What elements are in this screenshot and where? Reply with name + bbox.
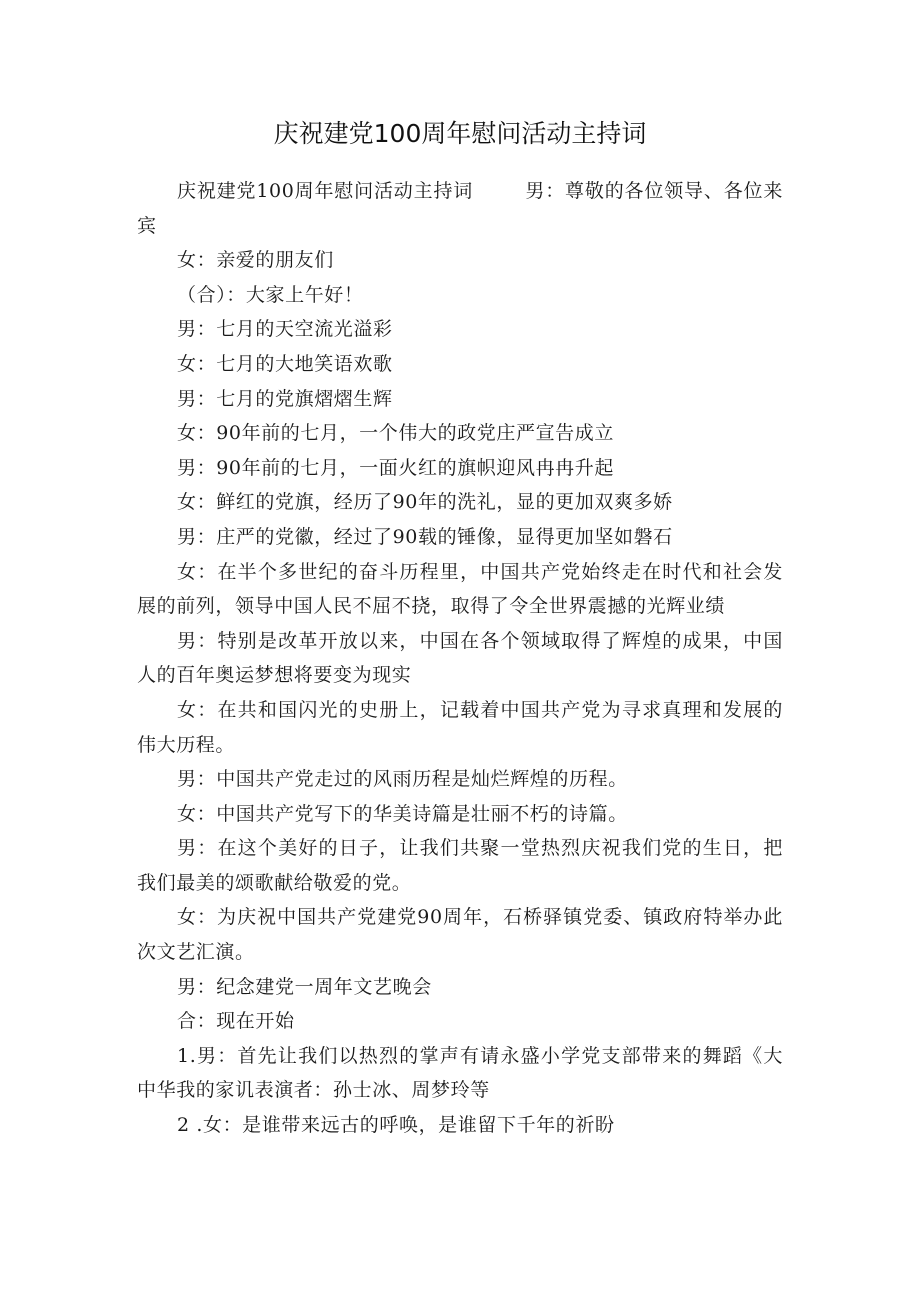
paragraph: 男：七月的党旗熠熠生辉: [177, 387, 393, 410]
paragraph: 男：庄严的党徽，经过了90载的锤像，显得更加坚如磐石: [177, 525, 673, 548]
opening-paragraph: [137, 174, 783, 243]
paragraph: 女：亲爱的朋友们: [177, 249, 334, 272]
paragraph: 男：在这个美好的日子，让我们共聚一堂热烈庆祝我们党的生日，把我们最美的颂歌献给敬爱的党。: [137, 837, 783, 894]
paragraph: 合：现在开始: [177, 1010, 295, 1033]
paragraph: 女：在共和国闪光的史册上，记载着中国共产党为寻求真理和发展的伟大历程。: [137, 698, 783, 756]
paragraph: 女：在半个多世纪的奋斗历程里，中国共产党始终走在时代和社会发展的前列，领导中国人民不屈不挠，取得了令全世界震撼的光辉业绩: [137, 560, 783, 618]
paragraph: 男：七月的天空流光溢彩: [177, 318, 393, 341]
paragraph: 女：七月的大地笑语欢歌: [177, 352, 393, 375]
paragraph: 1.男：首先让我们以热烈的掌声有请永盛小学党支部带来的舞蹈《大中华我的家讥表演者：孙士冰、周梦玲等: [137, 1044, 783, 1102]
paragraph: （合）：大家上午好！: [177, 283, 364, 306]
paragraph: 男：特别是改革开放以来，中国在各个领域取得了辉煌的成果，中国人的百年奥运梦想将要变为现实: [137, 629, 783, 687]
paragraph: 女：中国共产党写下的华美诗篇是壮丽不朽的诗篇。: [177, 802, 628, 825]
document-body: [137, 174, 783, 1143]
paragraph: 2 .女：是谁带来远古的呼唤，是谁留下千年的祈盼: [177, 1114, 615, 1137]
opening-right: 男：尊敬的各位领导、各位来宾: [137, 180, 783, 237]
paragraph: 女：90年前的七月，一个伟大的政党庄严宣告成立: [177, 422, 614, 445]
paragraph: 男：90年前的七月，一面火红的旗帜迎风冉冉升起: [177, 456, 614, 479]
paragraph: 女：为庆祝中国共产党建党90周年，石桥驿镇党委、镇政府特举办此次文艺汇演。: [137, 906, 783, 964]
paragraph: 女：鲜红的党旗，经历了90年的洗礼，显的更加双爽多娇: [177, 491, 673, 514]
paragraph: 男：纪念建党一周年文艺晚会: [177, 975, 432, 998]
paragraph: 男：中国共产党走过的风雨历程是灿烂辉煌的历程。: [177, 768, 628, 791]
document-title: 庆祝建党100周年慰问活动主持词: [273, 119, 647, 148]
opening-left: 庆祝建党100周年慰问活动主持词: [177, 180, 474, 202]
